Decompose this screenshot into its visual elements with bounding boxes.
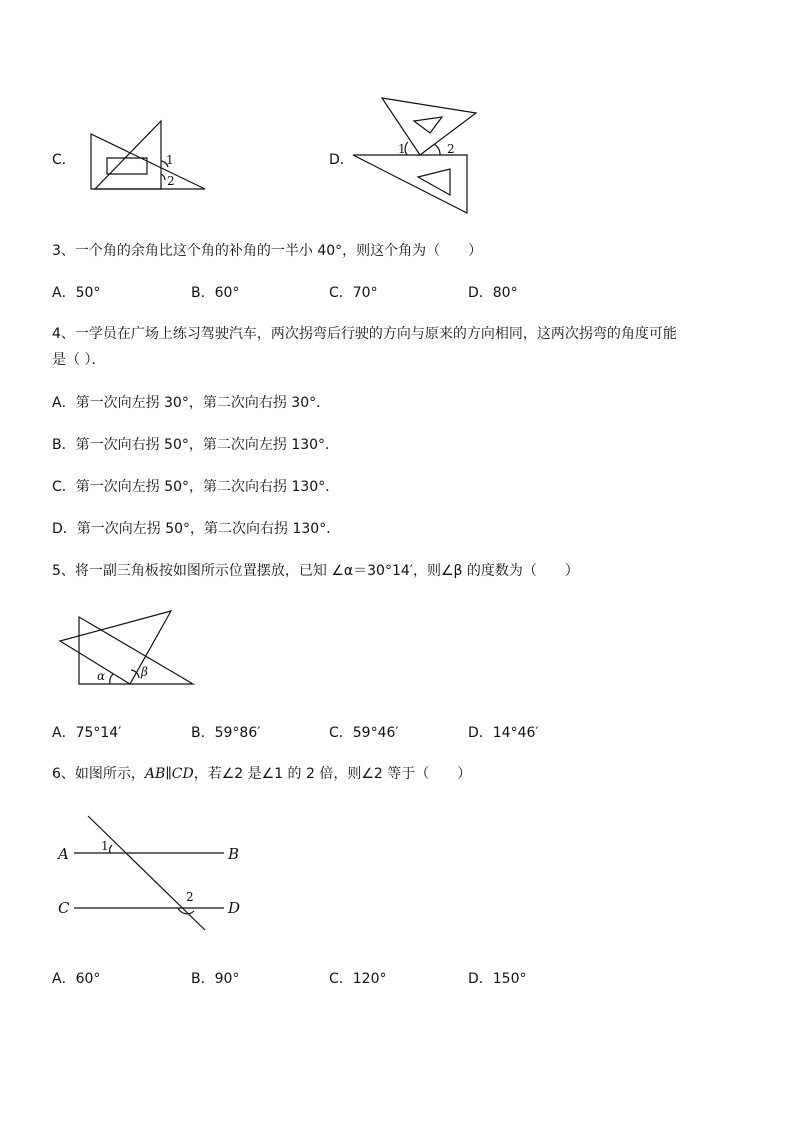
q6-option-d[interactable]: D．150° xyxy=(468,971,527,987)
q4-stem-line2: 是（ ）． xyxy=(52,352,106,368)
q5-stem: 5、将一副三角板按如图所示位置摆放，已知 ∠α＝30°14′，则∠β 的度数为（ ） xyxy=(52,563,579,579)
q5-alpha-label: α xyxy=(97,669,106,683)
q3-option-d[interactable]: D．80° xyxy=(468,285,518,301)
q6-angle-2-label: 2 xyxy=(186,890,194,904)
q3-option-a[interactable]: A．50° xyxy=(52,285,101,301)
q6-stem xyxy=(52,766,471,782)
q3-stem: 3、一个角的余角比这个角的补角的一半小 40°，则这个角为（ ） xyxy=(52,243,483,259)
q4-option-c[interactable]: C．第一次向左拐 50°，第二次向右拐 130°． xyxy=(52,479,340,495)
q4-option-d[interactable]: D．第一次向左拐 50°，第二次向右拐 130°． xyxy=(52,521,341,537)
q6-point-a: A xyxy=(58,845,69,863)
q5-option-d[interactable]: D．14°46′ xyxy=(468,725,539,741)
q3-option-b[interactable]: B．60° xyxy=(191,285,240,301)
q6-stem-pre: 6、如图所示， xyxy=(52,766,145,782)
q6-angle-1-label: 1 xyxy=(101,839,109,853)
option-d-figure xyxy=(350,95,475,217)
q6-point-d: D xyxy=(228,899,241,917)
q4-stem-line1: 4、一学员在广场上练习驾驶汽车，两次拐弯后行驶的方向与原来的方向相同，这两次拐弯的角度可能 xyxy=(52,326,677,342)
q6-stem-math: AB∥CD xyxy=(144,766,194,782)
d-angle-1-label: 1 xyxy=(398,142,406,156)
option-c-figure xyxy=(85,118,210,193)
q6-point-c: C xyxy=(58,899,70,917)
q3-option-c[interactable]: C．70° xyxy=(329,285,378,301)
q6-figure xyxy=(50,812,250,937)
q5-option-a[interactable]: A．75°14′ xyxy=(52,725,122,741)
q4-option-a[interactable]: A．第一次向左拐 30°，第二次向右拐 30°． xyxy=(52,395,331,411)
q5-beta-label: β xyxy=(141,665,148,679)
q6-option-a[interactable]: A．60° xyxy=(52,971,101,987)
c-angle-2-label: 2 xyxy=(167,174,175,188)
q5-figure xyxy=(55,608,200,688)
option-d-label[interactable]: D． xyxy=(329,152,354,168)
c-angle-1-label: 1 xyxy=(166,153,174,167)
q6-stem-post: ，若∠2 是∠1 的 2 倍，则∠2 等于（ ） xyxy=(193,766,472,782)
q6-option-b[interactable]: B．90° xyxy=(191,971,240,987)
q5-option-b[interactable]: B．59°86′ xyxy=(191,725,261,741)
option-c-label[interactable]: C． xyxy=(52,152,76,168)
q6-option-c[interactable]: C．120° xyxy=(329,971,387,987)
q5-option-c[interactable]: C．59°46′ xyxy=(329,725,399,741)
q4-option-b[interactable]: B．第一次向右拐 50°，第二次向左拐 130°． xyxy=(52,437,340,453)
q6-point-b: B xyxy=(228,845,240,863)
d-angle-2-label: 2 xyxy=(447,142,455,156)
